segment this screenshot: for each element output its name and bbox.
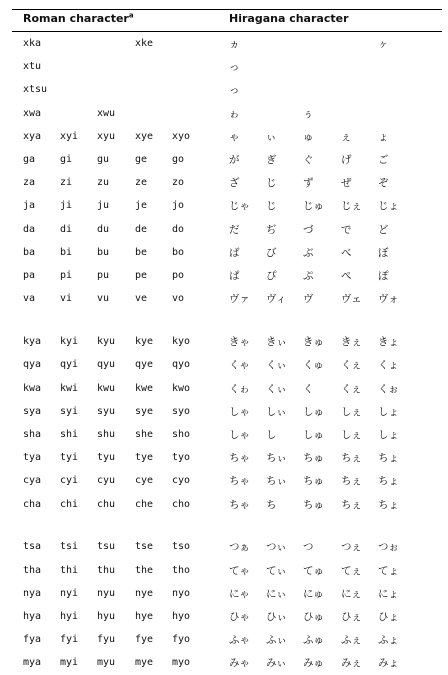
- roman-cell: chu: [97, 498, 116, 510]
- hiragana-cell: しょ: [378, 428, 399, 441]
- hiragana-cell: ちぃ: [266, 452, 287, 465]
- roman-cell: che: [135, 498, 154, 510]
- roman-cell: tya: [23, 452, 42, 464]
- roman-cell: xka: [23, 38, 42, 49]
- roman-cell: gu: [97, 154, 110, 165]
- roman-cell: ge: [135, 154, 148, 165]
- hiragana-cell: ご: [378, 154, 389, 166]
- table-row: [0, 175, 448, 191]
- hiragana-cell: ど: [378, 223, 389, 236]
- roman-cell: ja: [23, 200, 36, 212]
- roman-cell: qyo: [172, 359, 191, 371]
- table-row: [0, 291, 448, 307]
- hiragana-cell: ぷ: [303, 270, 314, 282]
- table-row: [0, 152, 448, 168]
- hiragana-cell: しゃ: [229, 428, 250, 441]
- roman-cell: thu: [97, 564, 116, 576]
- hiragana-cell: にぃ: [266, 587, 287, 600]
- hiragana-cell: しぃ: [266, 405, 287, 418]
- hiragana-cell: みゅ: [303, 657, 324, 670]
- hiragana-cell: くょ: [378, 359, 399, 372]
- table-row: [0, 245, 448, 261]
- hiragana-cell: っ: [229, 61, 240, 74]
- hiragana-cell: ふょ: [378, 634, 399, 647]
- hiragana-cell: ぺ: [341, 270, 352, 282]
- roman-cell: be: [135, 246, 148, 258]
- hiragana-cell: きぇ: [341, 336, 362, 349]
- roman-cell: kyu: [97, 336, 116, 348]
- table-row: [0, 497, 448, 513]
- roman-cell: kwa: [23, 382, 42, 394]
- roman-cell: bi: [60, 246, 73, 258]
- roman-cell: cyo: [172, 475, 191, 487]
- hiragana-cell: くぃ: [266, 382, 287, 395]
- hiragana-cell: ちゅ: [303, 452, 324, 465]
- roman-cell: pe: [135, 270, 148, 281]
- hiragana-cell: ちょ: [378, 475, 399, 488]
- hiragana-cell: び: [266, 246, 277, 259]
- roman-cell: syi: [60, 405, 79, 417]
- hiragana-cell: ぱ: [229, 270, 240, 282]
- table-row: [0, 82, 448, 98]
- roman-cell: tha: [23, 564, 42, 576]
- hiragana-cell: きょ: [378, 336, 399, 349]
- hiragana-cell: ぅ: [303, 107, 314, 120]
- roman-cell: tye: [135, 452, 154, 464]
- hiragana-cell: しゃ: [229, 405, 250, 418]
- hiragana-cell: ゃ: [229, 130, 240, 143]
- hiragana-cell: じゃ: [229, 200, 250, 213]
- roman-cell: pa: [23, 270, 36, 281]
- hiragana-cell: ふゅ: [303, 634, 324, 647]
- hiragana-cell: ば: [229, 246, 240, 259]
- hiragana-cell: ヵ: [229, 38, 240, 50]
- footnote-marker: a: [128, 11, 134, 20]
- hiragana-cell: ちゅ: [303, 498, 324, 511]
- hiragana-cell: ぜ: [341, 177, 352, 190]
- roman-cell: di: [60, 223, 73, 235]
- hiragana-cell: くゎ: [229, 382, 250, 395]
- hiragana-cell: じぇ: [341, 200, 362, 213]
- roman-cell: nya: [23, 587, 42, 599]
- hiragana-cell: ふゃ: [229, 634, 250, 647]
- hiragana-cell: ぃ: [266, 130, 277, 143]
- table-row: [0, 36, 448, 52]
- hiragana-cell: ヴェ: [341, 293, 362, 306]
- hiragana-cell: にゃ: [229, 587, 250, 600]
- hiragana-cell: にゅ: [303, 587, 324, 600]
- roman-cell: fyu: [97, 634, 116, 646]
- hiragana-cell: くゅ: [303, 359, 324, 372]
- roman-cell: ji: [60, 200, 73, 212]
- column-header-hiragana: Hiragana character: [229, 12, 349, 25]
- hiragana-cell: ちゃ: [229, 498, 250, 511]
- hiragana-cell: ぼ: [378, 246, 389, 259]
- roman-cell: sha: [23, 428, 42, 440]
- table-row: [0, 59, 448, 75]
- roman-cell: xyi: [60, 130, 79, 142]
- roman-cell: tsi: [60, 541, 79, 553]
- roman-cell: hya: [23, 611, 42, 623]
- hiragana-cell: きぃ: [266, 336, 287, 349]
- roman-cell: cye: [135, 475, 154, 487]
- roman-cell: xtsu: [23, 84, 48, 96]
- roman-cell: thi: [60, 564, 79, 576]
- roman-cell: xye: [135, 130, 154, 142]
- table-row: [0, 106, 448, 122]
- roman-cell: nyu: [97, 587, 116, 599]
- hiragana-cell: しょ: [378, 405, 399, 418]
- hiragana-cell: みぃ: [266, 657, 287, 670]
- roman-cell: da: [23, 223, 36, 235]
- hiragana-cell: てゅ: [303, 564, 324, 577]
- roman-cell: hyo: [172, 611, 191, 623]
- roman-cell: zu: [97, 177, 110, 189]
- hiragana-cell: ぢ: [266, 223, 277, 236]
- roman-cell: tsu: [97, 541, 116, 553]
- table-row: [0, 539, 448, 555]
- table-row: [0, 129, 448, 145]
- hiragana-cell: ヶ: [378, 38, 389, 50]
- roman-cell: vo: [172, 293, 185, 305]
- hiragana-cell: てょ: [378, 564, 399, 577]
- roman-cell: myu: [97, 657, 116, 669]
- roman-cell: qya: [23, 359, 42, 371]
- table-row: [0, 404, 448, 420]
- hiragana-cell: が: [229, 154, 240, 166]
- table-top-rule: [12, 9, 442, 10]
- roman-cell: ve: [135, 293, 148, 305]
- hiragana-cell: ぐ: [303, 154, 314, 166]
- roman-cell: tyo: [172, 452, 191, 464]
- roman-cell: du: [97, 223, 110, 235]
- header-rule: [12, 31, 442, 32]
- hiragana-cell: ひょ: [378, 611, 399, 624]
- hiragana-cell: しぇ: [341, 428, 362, 441]
- roman-cell: kwe: [135, 382, 154, 394]
- table-row: [0, 222, 448, 238]
- hiragana-cell: じ: [266, 177, 277, 190]
- roman-cell: hyi: [60, 611, 79, 623]
- roman-cell: cyu: [97, 475, 116, 487]
- hiragana-cell: ちゃ: [229, 475, 250, 488]
- hiragana-cell: しゅ: [303, 428, 324, 441]
- hiragana-cell: ヴァ: [229, 293, 250, 306]
- roman-cell: vu: [97, 293, 110, 305]
- roman-cell: kwu: [97, 382, 116, 394]
- roman-cell: qye: [135, 359, 154, 371]
- table-row: [0, 655, 448, 671]
- hiragana-cell: ひゅ: [303, 611, 324, 624]
- hiragana-cell: ぇ: [341, 130, 352, 143]
- hiragana-cell: で: [341, 223, 352, 236]
- hiragana-cell: ちぇ: [341, 498, 362, 511]
- roman-header-label: Roman character: [23, 12, 129, 25]
- roman-cell: sho: [172, 428, 191, 440]
- table-row: [0, 268, 448, 284]
- roman-cell: gi: [60, 154, 73, 165]
- roman-cell: hyu: [97, 611, 116, 623]
- roman-cell: fyi: [60, 634, 79, 646]
- hiragana-cell: じゅ: [303, 200, 324, 213]
- roman-cell: shu: [97, 428, 116, 440]
- hiragana-cell: ぽ: [378, 270, 389, 282]
- roman-cell: ju: [97, 200, 110, 212]
- roman-cell: kwi: [60, 382, 79, 394]
- roman-cell: za: [23, 177, 36, 189]
- hiragana-cell: ゎ: [229, 107, 240, 120]
- hiragana-cell: し: [266, 428, 277, 441]
- hiragana-cell: っ: [229, 84, 240, 97]
- hiragana-cell: くゃ: [229, 359, 250, 372]
- hiragana-cell: くぃ: [266, 359, 287, 372]
- hiragana-cell: てぇ: [341, 564, 362, 577]
- roman-cell: sye: [135, 405, 154, 417]
- roman-cell: do: [172, 223, 185, 235]
- roman-cell: ga: [23, 154, 36, 165]
- hiragana-cell: ぴ: [266, 270, 277, 282]
- hiragana-cell: じょ: [378, 200, 399, 213]
- hiragana-cell: つぉ: [378, 541, 399, 554]
- roman-cell: myo: [172, 657, 191, 669]
- roman-cell: she: [135, 428, 154, 440]
- roman-cell: tsa: [23, 541, 42, 553]
- hiragana-cell: くぇ: [341, 382, 362, 395]
- hiragana-cell: だ: [229, 223, 240, 236]
- roman-cell: po: [172, 270, 185, 281]
- roman-cell: tho: [172, 564, 191, 576]
- roman-cell: tyi: [60, 452, 79, 464]
- roman-cell: bo: [172, 246, 185, 258]
- roman-cell: syo: [172, 405, 191, 417]
- roman-cell: je: [135, 200, 148, 212]
- hiragana-cell: くぉ: [378, 382, 399, 395]
- hiragana-cell: ちょ: [378, 452, 399, 465]
- roman-cell: qyi: [60, 359, 79, 371]
- roman-cell: cha: [23, 498, 42, 510]
- hiragana-cell: ちゃ: [229, 452, 250, 465]
- hiragana-cell: ち: [266, 498, 277, 511]
- roman-cell: fye: [135, 634, 154, 646]
- hiragana-cell: みぇ: [341, 657, 362, 670]
- table-row: [0, 427, 448, 443]
- hiragana-cell: てぃ: [266, 564, 287, 577]
- roman-cell: va: [23, 293, 36, 305]
- roman-cell: kyo: [172, 336, 191, 348]
- roman-cell: tso: [172, 541, 191, 553]
- hiragana-cell: みょ: [378, 657, 399, 670]
- table-row: [0, 357, 448, 373]
- hiragana-cell: ちぇ: [341, 475, 362, 488]
- roman-cell: xke: [135, 38, 154, 49]
- roman-cell: kyi: [60, 336, 79, 348]
- roman-cell: pi: [60, 270, 73, 281]
- roman-cell: cya: [23, 475, 42, 487]
- table-row: [0, 473, 448, 489]
- hiragana-cell: つ: [303, 541, 314, 554]
- hiragana-cell: べ: [341, 246, 352, 259]
- roman-cell: fyo: [172, 634, 191, 646]
- roman-cell: nye: [135, 587, 154, 599]
- roman-cell: tyu: [97, 452, 116, 464]
- hiragana-cell: ひぇ: [341, 611, 362, 624]
- hiragana-cell: つぃ: [266, 541, 287, 554]
- hiragana-cell: きゃ: [229, 336, 250, 349]
- hiragana-cell: ぶ: [303, 246, 314, 259]
- hiragana-cell: ひぃ: [266, 611, 287, 624]
- table-row: [0, 563, 448, 579]
- hiragana-cell: ヴォ: [378, 293, 399, 306]
- hiragana-cell: ょ: [378, 130, 389, 143]
- roman-cell: cho: [172, 498, 191, 510]
- table-row: [0, 586, 448, 602]
- roman-cell: xya: [23, 130, 42, 142]
- roman-cell: bu: [97, 246, 110, 258]
- table-row: [0, 334, 448, 350]
- roman-cell: kye: [135, 336, 154, 348]
- roman-cell: qyu: [97, 359, 116, 371]
- roman-cell: sya: [23, 405, 42, 417]
- table-row: [0, 450, 448, 466]
- roman-cell: ba: [23, 246, 36, 258]
- roman-cell: nyo: [172, 587, 191, 599]
- roman-cell: xyo: [172, 130, 191, 142]
- roman-cell: tse: [135, 541, 154, 553]
- roman-cell: zo: [172, 177, 185, 189]
- roman-cell: zi: [60, 177, 73, 189]
- hiragana-cell: ちぇ: [341, 452, 362, 465]
- roman-cell: shi: [60, 428, 79, 440]
- hiragana-cell: く: [303, 382, 314, 395]
- table-row: [0, 632, 448, 648]
- roman-cell: hye: [135, 611, 154, 623]
- hiragana-cell: ふぇ: [341, 634, 362, 647]
- roman-cell: go: [172, 154, 185, 165]
- roman-cell: syu: [97, 405, 116, 417]
- hiragana-cell: づ: [303, 223, 314, 236]
- hiragana-cell: きゅ: [303, 336, 324, 349]
- roman-cell: vi: [60, 293, 73, 305]
- roman-cell: chi: [60, 498, 79, 510]
- table-row: [0, 381, 448, 397]
- hiragana-cell: ちぃ: [266, 475, 287, 488]
- roman-cell: nyi: [60, 587, 79, 599]
- hiragana-cell: げ: [341, 154, 352, 166]
- hiragana-cell: つぇ: [341, 541, 362, 554]
- roman-cell: cyi: [60, 475, 79, 487]
- hiragana-cell: みゃ: [229, 657, 250, 670]
- table-row: [0, 198, 448, 214]
- roman-cell: xtu: [23, 61, 42, 73]
- roman-cell: xwa: [23, 107, 42, 119]
- roman-cell: pu: [97, 270, 110, 281]
- hiragana-cell: ず: [303, 177, 314, 190]
- roman-cell: fya: [23, 634, 42, 646]
- hiragana-cell: しぇ: [341, 405, 362, 418]
- table-row: [0, 609, 448, 625]
- hiragana-cell: ぎ: [266, 154, 277, 166]
- column-header-roman: [23, 12, 134, 26]
- hiragana-cell: ざ: [229, 177, 240, 190]
- hiragana-cell: にょ: [378, 587, 399, 600]
- roman-cell: myi: [60, 657, 79, 669]
- roman-cell: kya: [23, 336, 42, 348]
- hiragana-cell: ふぃ: [266, 634, 287, 647]
- roman-cell: de: [135, 223, 148, 235]
- hiragana-cell: つぁ: [229, 541, 250, 554]
- roman-cell: xyu: [97, 130, 116, 142]
- hiragana-cell: くぇ: [341, 359, 362, 372]
- roman-cell: kwo: [172, 382, 191, 394]
- roman-cell: mya: [23, 657, 42, 669]
- roman-cell: mye: [135, 657, 154, 669]
- hiragana-cell: じ: [266, 200, 277, 213]
- hiragana-cell: ヴィ: [266, 293, 287, 306]
- hiragana-cell: にぇ: [341, 587, 362, 600]
- hiragana-cell: ひゃ: [229, 611, 250, 624]
- hiragana-cell: ぞ: [378, 177, 389, 190]
- hiragana-cell: ヴ: [303, 293, 314, 306]
- hiragana-cell: てゃ: [229, 564, 250, 577]
- roman-cell: jo: [172, 200, 185, 212]
- hiragana-cell: ちょ: [378, 498, 399, 511]
- roman-cell: xwu: [97, 107, 116, 119]
- hiragana-cell: しゅ: [303, 405, 324, 418]
- roman-cell: the: [135, 564, 154, 576]
- roman-cell: ze: [135, 177, 148, 189]
- hiragana-cell: ゅ: [303, 130, 314, 143]
- hiragana-cell: ちゅ: [303, 475, 324, 488]
